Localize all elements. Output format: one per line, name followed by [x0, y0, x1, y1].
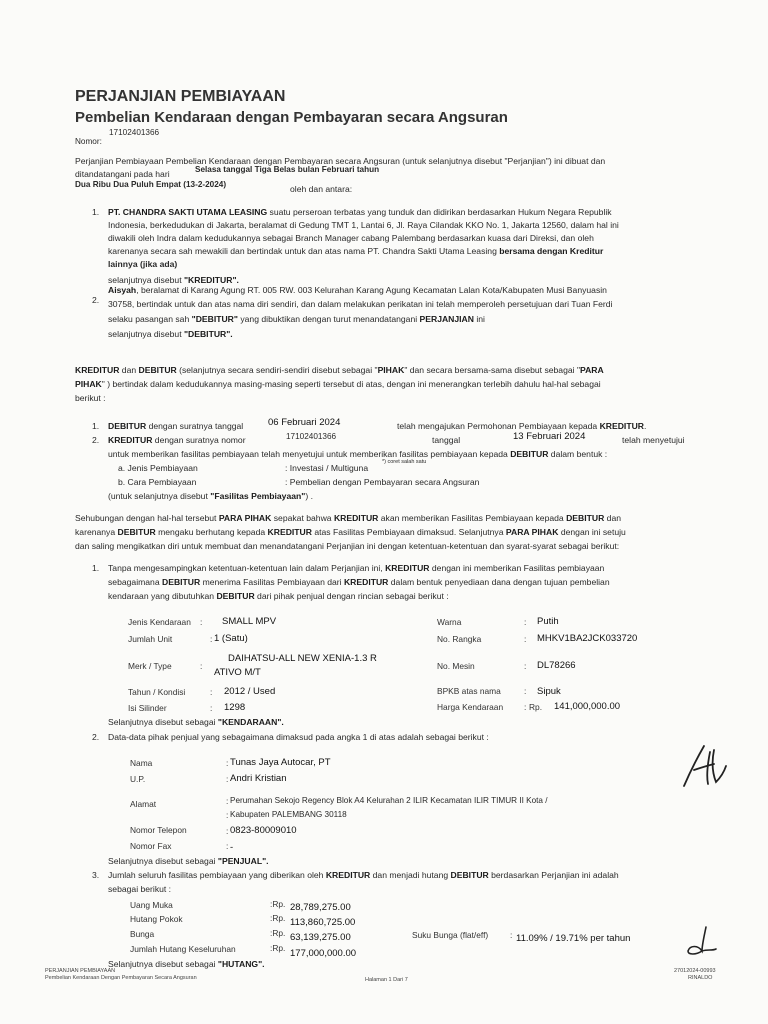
jenis-pembiayaan-label: a. Jenis Pembiayaan: [118, 463, 198, 473]
sehubungan-line-1: Sehubungan dengan hal-hal tersebut PARA PIHAK sepakat bahwa KREDITUR akan memberikan Fasilitas Pembiayaan kepada DEBITUR dan: [75, 513, 622, 523]
penjual-nama-value: Tunas Jaya Autocar, PT: [230, 757, 331, 768]
jumlah-unit-value: 1 (Satu): [214, 633, 248, 644]
pihak-line-3: berikut :: [75, 393, 106, 403]
penjual-fax-label: Nomor Fax: [130, 841, 172, 851]
colon: :: [524, 661, 527, 671]
penjual-fax-value: -: [230, 842, 234, 853]
harga-rp: Rp.: [529, 702, 543, 712]
isi-silinder-value: 1298: [224, 702, 246, 713]
uang-muka-value: 28,789,275.00: [290, 902, 351, 913]
no-rangka-label: No. Rangka: [437, 634, 482, 644]
colon: :: [210, 703, 213, 713]
penjual-alamat-value-2: Kabupaten PALEMBANG 30118: [230, 810, 347, 819]
penjual-telp-label: Nomor Telepon: [130, 825, 187, 835]
bunga-rp: :Rp.: [270, 928, 286, 938]
party-1-line-6: selanjutnya disebut "KREDITUR".: [108, 275, 239, 285]
colon: :: [200, 617, 203, 627]
footer-left-1: PERJANJIAN PEMBIAYAAN: [45, 968, 116, 974]
pihak-line-2: PIHAK" ) bertindak dalam kedudukannya masing-masing seperti tersebut di atas, dengan ini menerangkan terlebih dahulu hal-hal sebagai: [75, 379, 601, 389]
recital-2-number: 2.: [92, 435, 100, 445]
pihak-line-1: KREDITUR dan DEBITUR (selanjutnya secara sendiri-sendiri disebut sebagai "PIHAK" dan secara bersama-sama disebut sebagai "PARA: [75, 365, 604, 375]
merk-type-value-1: DAIHATSU-ALL NEW XENIA-1.3 R: [228, 653, 377, 664]
sehubungan-line-2: karenanya DEBITUR mengaku berhutang kepada KREDITUR atas Fasilitas Pembiayaan dimaksud. Selanjutnya PARA PIHAK dengan ini setuju: [75, 527, 626, 537]
penjual-telp-value: 0823-80009010: [230, 825, 297, 836]
no-mesin-label: No. Mesin: [437, 661, 475, 671]
jumlah-unit-label: Jumlah Unit: [128, 634, 173, 644]
hutang-pokok-rp: :Rp.: [270, 913, 286, 923]
intro-year-date: Dua Ribu Dua Puluh Empat (13-2-2024): [75, 180, 227, 189]
colon: :: [210, 687, 213, 697]
recital-2-text: KREDITUR dengan suratnya nomor: [108, 435, 246, 445]
fasilitas-note: (untuk selanjutnya disebut "Fasilitas Pembiayaan") .: [108, 491, 313, 501]
party-1-line-4: karenanya secara sah mewakili dan bertindak untuk dan atas nama PT. Chandra Sakti Utama Leasing bersama dengan Kreditur: [108, 246, 604, 256]
tahun-kondisi-label: Tahun / Kondisi: [128, 687, 186, 697]
colon: :: [226, 810, 229, 820]
jumlah-hutang-value: 177,000,000.00: [290, 948, 357, 959]
bunga-value: 63,139,275.00: [290, 932, 351, 943]
suku-bunga-value: 11.09% / 19.71% per tahun: [516, 933, 631, 944]
party-1-line-3: diwakili oleh Indra dalam kedudukannya sebagai Branch Manager cabang Palembang berdasarkan kuasa dari Direksi, dan oleh: [108, 233, 594, 243]
penjual-nama-label: Nama: [130, 758, 153, 768]
colon: :: [524, 634, 527, 644]
bpkb-value: Sipuk: [537, 686, 561, 697]
jenis-kendaraan-label: Jenis Kendaraan: [128, 617, 191, 627]
clause-3-number: 3.: [92, 870, 100, 880]
intro-line-2: ditandatangani pada hari: [75, 169, 170, 179]
footer-page-number: Halaman 1 Dari 7: [365, 977, 408, 983]
signature-mark-2: [682, 925, 720, 957]
colon: :: [226, 841, 229, 851]
penjual-up-value: Andri Kristian: [230, 773, 287, 784]
jenis-pembiayaan-value: : Investasi / Multiguna: [285, 463, 369, 473]
recital-2-date: 13 Februari 2024: [513, 431, 586, 442]
penjual-up-label: U.P.: [130, 774, 146, 784]
party-2-line-3: selaku pasangan sah "DEBITUR" yang dibuktikan dengan turut menandatangani PERJANJIAN ini: [108, 314, 485, 324]
jenis-kendaraan-value: SMALL MPV: [222, 616, 277, 627]
bpkb-label: BPKB atas nama: [437, 686, 501, 696]
isi-silinder-label: Isi Silinder: [128, 703, 167, 713]
party-2-line-2: 30758, bertindak untuk dan atas nama diri sendiri, dan dalam melakukan perikatan ini telah memperoleh persetujuan dari Tuan Ferdi: [108, 299, 613, 309]
harga-kendaraan-label: Harga Kendaraan: [437, 702, 504, 712]
harga-kendaraan-value: 141,000,000.00: [554, 701, 621, 712]
cara-pembiayaan-value: : Pembelian dengan Pembayaran secara Angsuran: [285, 477, 480, 487]
intro-line-3: oleh dan antara:: [290, 184, 353, 194]
recital-1-text: DEBITUR dengan suratnya tanggal: [108, 421, 244, 431]
party-2-line-4: selanjutnya disebut "DEBITUR".: [108, 329, 233, 339]
intro-day-date: Selasa tanggal Tiga Belas bulan Februari tahun: [195, 165, 380, 174]
party-1-line-2: Indonesia, berkedudukan di Jakarta, beralamat di Gedung TMT 1, Lantai 6, Jl. Raya Cilandak KKO No. 1, Jakarta 12560, dalam hal ini: [108, 220, 619, 230]
document-subtitle: Pembelian Kendaraan dengan Pembayaran secara Angsuran: [75, 109, 508, 126]
hutang-note: Selanjutnya disebut sebagai "HUTANG".: [108, 959, 265, 969]
clause-1-line-3: kendaraan yang dibutuhkan DEBITUR dari pihak penjual dengan rincian sebagai berikut :: [108, 591, 449, 601]
kendaraan-note: Selanjutnya disebut sebagai "KENDARAAN".: [108, 717, 284, 727]
penjual-alamat-label: Alamat: [130, 799, 157, 809]
colon: :: [200, 661, 203, 671]
hutang-pokok-label: Hutang Pokok: [130, 914, 183, 924]
recital-2-text-2: telah menyetujui: [622, 435, 685, 445]
clause-1-line-1: Tanpa mengesampingkan ketentuan-ketentuan lain dalam Perjanjian ini, KREDITUR dengan ini memberikan Fasilitas pembiayaan: [108, 563, 605, 573]
jenis-pembiayaan-note: *) coret salah satu: [382, 459, 427, 465]
party-2-name: Aisyah: [108, 285, 137, 295]
tahun-kondisi-value: 2012 / Used: [224, 686, 276, 697]
recital-1-number: 1.: [92, 421, 100, 431]
nomor-label: Nomor:: [75, 137, 102, 146]
party-2-number: 2.: [92, 295, 100, 305]
party-1-line-1: PT. CHANDRA SAKTI UTAMA LEASING suatu perseroan terbatas yang tunduk dan didirikan berdasarkan Hukum Negara Republik: [108, 207, 612, 217]
uang-muka-rp: :Rp.: [270, 899, 286, 909]
signature-mark-1: [680, 742, 730, 790]
colon: :: [226, 758, 229, 768]
party-1-number: 1.: [92, 207, 100, 217]
sehubungan-line-3: dan saling mengikatkan diri untuk membuat dan menandatangani Perjanjian ini dengan ketentuan-ketentuan dan syarat-syarat sebagai berikut:: [75, 541, 620, 551]
merk-type-label: Merk / Type: [128, 661, 172, 671]
recital-1-date: 06 Februari 2024: [268, 417, 341, 428]
clause-3-line-1: Jumlah seluruh fasilitas pembiayaan yang diberikan oleh KREDITUR dan menjadi hutang DEBITUR berdasarkan Perjanjian ini adalah: [108, 870, 619, 880]
jumlah-hutang-label: Jumlah Hutang Keseluruhan: [130, 944, 236, 954]
hutang-pokok-value: 113,860,725.00: [290, 917, 356, 928]
clause-1-number: 1.: [92, 563, 100, 573]
clause-2-intro: Data-data pihak penjual yang sebagaimana dimaksud pada angka 1 di atas adalah sebagai berikut :: [108, 732, 489, 742]
party-1-name: PT. CHANDRA SAKTI UTAMA LEASING: [108, 207, 268, 217]
footer-right-2: RINALDO: [688, 975, 713, 981]
colon: :: [226, 826, 229, 836]
warna-label: Warna: [437, 617, 462, 627]
footer-right-1: 27012024-00993: [674, 968, 716, 974]
recital-2-line-2: untuk memberikan fasilitas pembiayaan telah menyetujui untuk memberikan fasilitas pembiayaan kepada DEBITUR dalam bentuk :: [108, 449, 608, 459]
footer-left-2: Pembelian Kendaraan Dengan Pembayaran Secara Angsuran: [45, 975, 197, 981]
warna-value: Putih: [537, 616, 559, 627]
nomor-value: 17102401366: [109, 128, 160, 137]
clause-3-line-2: sebagai berikut :: [108, 884, 172, 894]
recital-1-text-2: telah mengajukan Permohonan Pembiayaan kepada KREDITUR.: [397, 421, 647, 431]
colon: :: [510, 930, 513, 940]
colon: :: [210, 634, 213, 644]
colon: :: [524, 686, 527, 696]
colon: :: [524, 702, 527, 712]
no-mesin-value: DL78266: [537, 660, 576, 671]
document-title: PERJANJIAN PEMBIAYAAN: [75, 88, 286, 105]
no-rangka-value: MHKV1BA2JCK033720: [537, 633, 638, 644]
penjual-note: Selanjutnya disebut sebagai "PENJUAL".: [108, 856, 269, 866]
uang-muka-label: Uang Muka: [130, 900, 173, 910]
recital-2-nomor: 17102401366: [286, 432, 337, 441]
recital-2-tanggal-label: tanggal: [432, 435, 461, 445]
bunga-label: Bunga: [130, 929, 155, 939]
party-2-line-1: Aisyah, beralamat di Karang Agung RT. 005 RW. 003 Kelurahan Karang Agung Kecamatan Lalan Kota/Kabupaten Musi Banyuasin: [108, 285, 607, 295]
clause-1-line-2: sebagaimana DEBITUR menerima Fasilitas Pembiayaan dari KREDITUR dalam bentuk penyediaan dana dengan tujuan pembelian: [108, 577, 610, 587]
jumlah-hutang-rp: :Rp.: [270, 943, 286, 953]
penjual-alamat-value-1: Perumahan Sekojo Regency Blok A4 Kelurahan 2 ILIR Kecamatan ILIR TIMUR II Kota /: [230, 796, 548, 805]
party-1-line-5: lainnya (jika ada): [108, 259, 178, 269]
colon: :: [524, 617, 527, 627]
intro-line-1: Perjanjian Pembiayaan Pembelian Kendaraan dengan Pembayaran secara Angsuran (untuk selanjutnya disebut "Perjanjian") ini dibuat dan: [75, 156, 606, 166]
merk-type-value-2: ATIVO M/T: [214, 667, 261, 678]
clause-2-number: 2.: [92, 732, 100, 742]
cara-pembiayaan-label: b. Cara Pembiayaan: [118, 477, 197, 487]
colon: :: [226, 774, 229, 784]
colon: :: [226, 796, 229, 806]
suku-bunga-label: Suku Bunga (flat/eff): [412, 930, 489, 940]
